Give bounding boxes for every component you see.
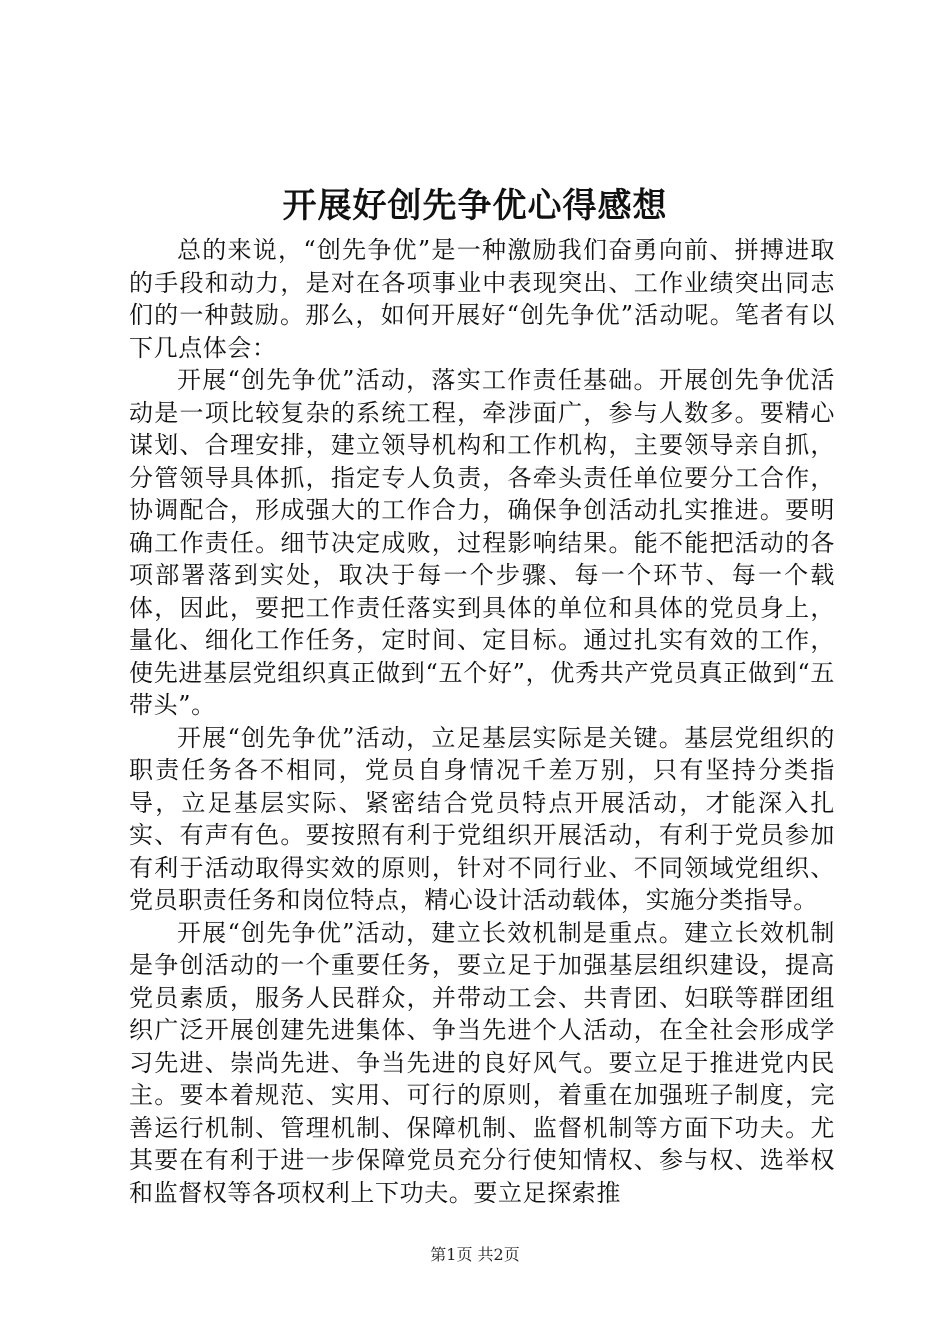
- paragraph-grassroots: 开展“创先争优”活动，立足基层实际是关键。基层党组织的职责任务各不相同，党员自身情况千差万别，只有坚持分类指导，立足基层实际、紧密结合党员特点开展活动，才能深入扎实、有声有色。要按照有利于党组织开展活动，有利于党员参加有利于活动取得实效的原则，针对不同行业、不同领域党组织、党员职责任务和岗位特点，精心设计活动载体，实施分类指导。: [129, 723, 835, 914]
- paragraph-mechanism: 开展“创先争优”活动，建立长效机制是重点。建立长效机制是争创活动的一个重要任务，要立足于加强基层组织建设，提高党员素质，服务人民群众，并带动工会、共青团、妇联等群团组织广泛开展创建先进集体、争当先进个人活动，在全社会形成学习先进、崇尚先进、争当先进的良好风气。要立足于推进党内民主。要本着规范、实用、可行的原则，着重在加强班子制度，完善运行机制、管理机制、保障机制、监督机制等方面下功夫。尤其要在有利于进一步保障党员充分行使知情权、参与权、选举权和监督权等各项权利上下功夫。要立足探索推: [129, 918, 835, 1207]
- document-title: 开展好创先争优心得感想: [282, 186, 668, 226]
- paragraph-responsibility: 开展“创先争优”活动，落实工作责任基础。开展创先争优活动是一项比较复杂的系统工程，牵涉面广，参与人数多。要精心谋划、合理安排，建立领导机构和工作机构，主要领导亲自抓，分管领导具体抓，指定专人负责，各牵头责任单位要分工合作，协调配合，形成强大的工作合力，确保争创活动扎实推进。要明确工作责任。细节决定成败，过程影响结果。能不能把活动的各项部署落到实处，取决于每一个步骤、每一个环节、每一个载体，因此，要把工作责任落实到具体的单位和具体的党员身上，量化、细化工作任务，定时间、定目标。通过扎实有效的工作，使先进基层党组织真正做到“五个好”，优秀共产党员真正做到“五带头”。: [129, 366, 835, 719]
- page-number-footer: 第1页 共2页: [430, 1245, 520, 1264]
- paragraph-intro: 总的来说，“创先争优”是一种激励我们奋勇向前、拼搏进取的手段和动力，是对在各项事业中表现突出、工作业绩突出同志们的一种鼓励。那么，如何开展好“创先争优”活动呢。笔者有以下几点体会：: [129, 236, 835, 362]
- document-body: [129, 234, 835, 1209]
